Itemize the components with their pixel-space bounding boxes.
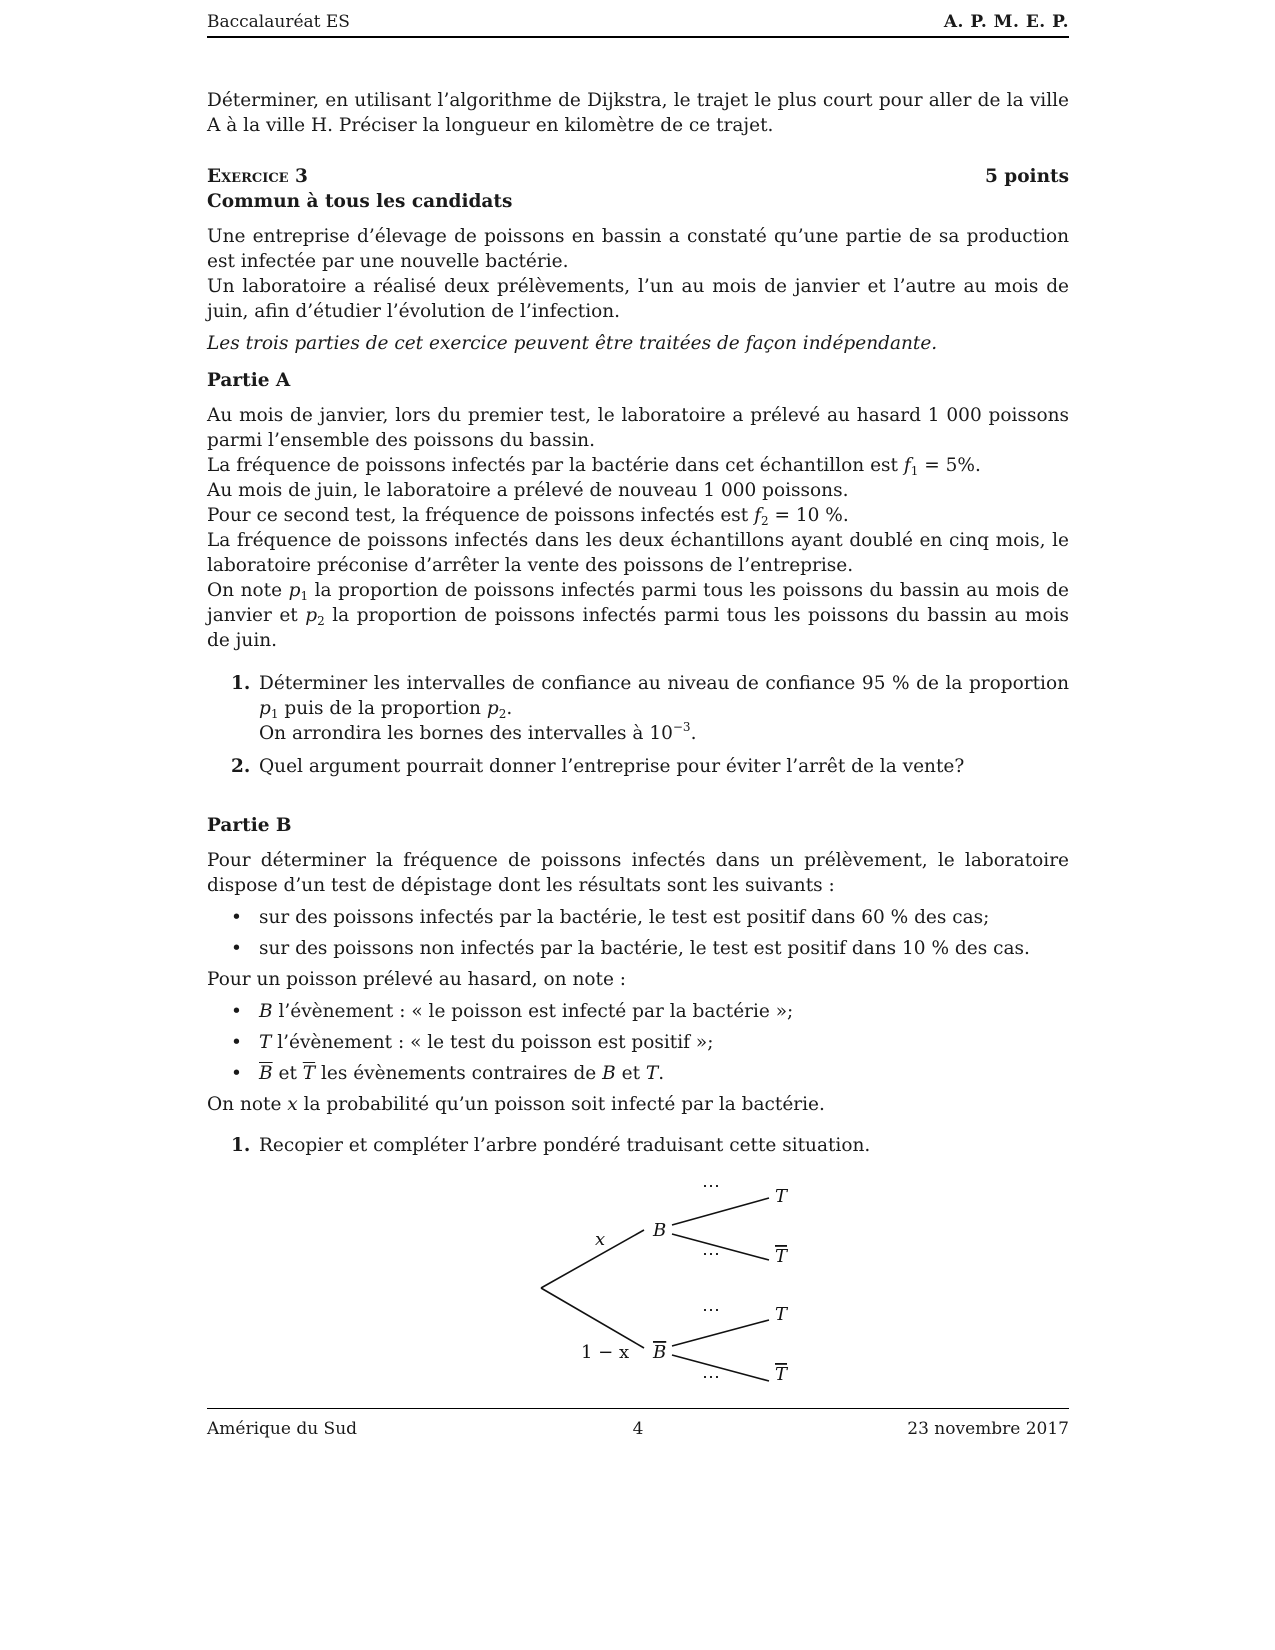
partB-questions <box>207 1133 1069 1158</box>
intro-paragraph: Déterminer, en utilisant l’algorithme de Dijkstra, le trajet le plus court pour aller de la ville A à la ville H. Préciser la longueur en kilomètre de ce trajet. <box>207 90 1069 136</box>
label-x: x <box>595 1229 606 1250</box>
node-Bbar: B <box>653 1342 667 1363</box>
list-item: • sur des poissons non infectés par la bactérie, le test est positif dans 10 % des cas. <box>207 936 1069 961</box>
partB-title: Partie B <box>207 815 292 836</box>
branch-root-Bbar <box>541 1288 644 1348</box>
list-item: • $\overline{B}$ et $\overline{T}$ les évènements contraires de B et T. <box>207 1061 1069 1086</box>
branch-B-Tbar <box>672 1234 769 1260</box>
branch-Bbar-T <box>672 1320 769 1346</box>
list-item: • sur des poissons infectés par la bactérie, le test est positif dans 60 % des cas; <box>207 905 1069 930</box>
partA-question-1: 1. Déterminer les intervalles de confiance au niveau de confiance 95 % de la proportion $p_1$ puis de la proportion $p_2$. On arrondira les bornes des intervalles à $10^{-3}$. <box>231 673 1069 744</box>
document-body <box>207 88 1069 1166</box>
list-item: • B l’évènement : « le poisson est infecté par la bactérie »; <box>207 999 1069 1024</box>
node-T-1: T <box>775 1186 788 1207</box>
page-number: 4 <box>632 1419 644 1439</box>
node-B: B <box>653 1220 667 1241</box>
header-left: Baccalauréat ES <box>207 12 350 32</box>
exercise-heading <box>207 164 1069 189</box>
partA-question-2: 2. Quel argument pourrait donner l’entreprise pour éviter l’arrêt de la vente? <box>231 756 965 777</box>
branch-root-B <box>541 1230 644 1288</box>
test-results-list <box>207 905 1069 961</box>
footer-date: 23 novembre 2017 <box>907 1419 1069 1439</box>
branch-B-T <box>672 1198 769 1225</box>
footer-left: Amérique du Sud <box>207 1419 358 1439</box>
partB-x-definition: On note x la probabilité qu’un poisson soit infecté par la bactérie. <box>207 1094 825 1115</box>
partA-text: Au mois de janvier, lors du premier test, le laboratoire a prélevé au hasard 1 000 poissons parmi l’ensemble des poissons du bassin. La fréquence de poissons infectés par la bactérie dans cet échantillon est $f_1 = 5\%$. Au mois de juin, le laboratoire a prélevé de nouveau 1 000 poissons. Pour ce second test, la fréquence de poissons infectés est $f_2 = 10$ %. La fréquence de poissons infectés dans les deux échantillons ayant doublé en cinq mois, le laboratoire préconise d’arrêter la vente des poissons de l’entreprise. On note $p_1$ la proportion de poissons infectés parmi tous les poissons du bassin au mois de janvier et $p_2$ la proportion de poissons infectés parmi tous les poissons du bassin au mois de juin. <box>207 405 1070 651</box>
partA-questions <box>207 671 1069 779</box>
node-Tbar-1: T <box>775 1246 788 1267</box>
paragraph-2: Un laboratoire a réalisé deux prélèvements, l’un au mois de janvier et l’autre au mois de juin, afin d’étudier l’évolution de l’infection. <box>207 276 1069 322</box>
probability-tree <box>207 1180 1069 1390</box>
paragraph-1: Une entreprise d’élevage de poissons en bassin a constaté qu’une partie de sa production est infectée par une nouvelle bactérie. <box>207 226 1069 272</box>
events-list <box>207 999 1069 1086</box>
exercise-subtitle: Commun à tous les candidats <box>207 191 513 212</box>
exercise-points: 5 points <box>984 166 1069 187</box>
dots-B-T: ⋯ <box>702 1180 720 1197</box>
node-Tbar-2: T <box>775 1364 788 1385</box>
node-T-2: T <box>775 1304 788 1325</box>
header-right: A. P. M. E. P. <box>943 12 1069 32</box>
partB-question-1: 1. Recopier et compléter l’arbre pondéré traduisant cette situation. <box>231 1135 871 1156</box>
dots-Bbar-Tbar: ⋯ <box>702 1367 720 1388</box>
page-header <box>207 10 1069 38</box>
list-item: • T l’évènement : « le test du poisson est positif »; <box>207 1030 1069 1055</box>
dots-B-Tbar: ⋯ <box>702 1244 720 1265</box>
page-footer <box>207 1408 1069 1439</box>
exercise-title: Exercice 3 <box>207 166 308 187</box>
paragraph-3: Les trois parties de cet exercice peuvent être traitées de façon indépendante. <box>207 333 938 354</box>
label-one-minus-x: 1 − x <box>581 1342 630 1363</box>
dots-Bbar-T: ⋯ <box>702 1300 720 1321</box>
partB-notation-intro: Pour un poisson prélevé au hasard, on note : <box>207 969 627 990</box>
branch-Bbar-Tbar <box>672 1355 769 1381</box>
partA-title: Partie A <box>207 370 291 391</box>
partB-intro: Pour déterminer la fréquence de poissons infectés dans un prélèvement, le laboratoire dispose d’un test de dépistage dont les résultats sont les suivants : <box>207 850 1069 896</box>
